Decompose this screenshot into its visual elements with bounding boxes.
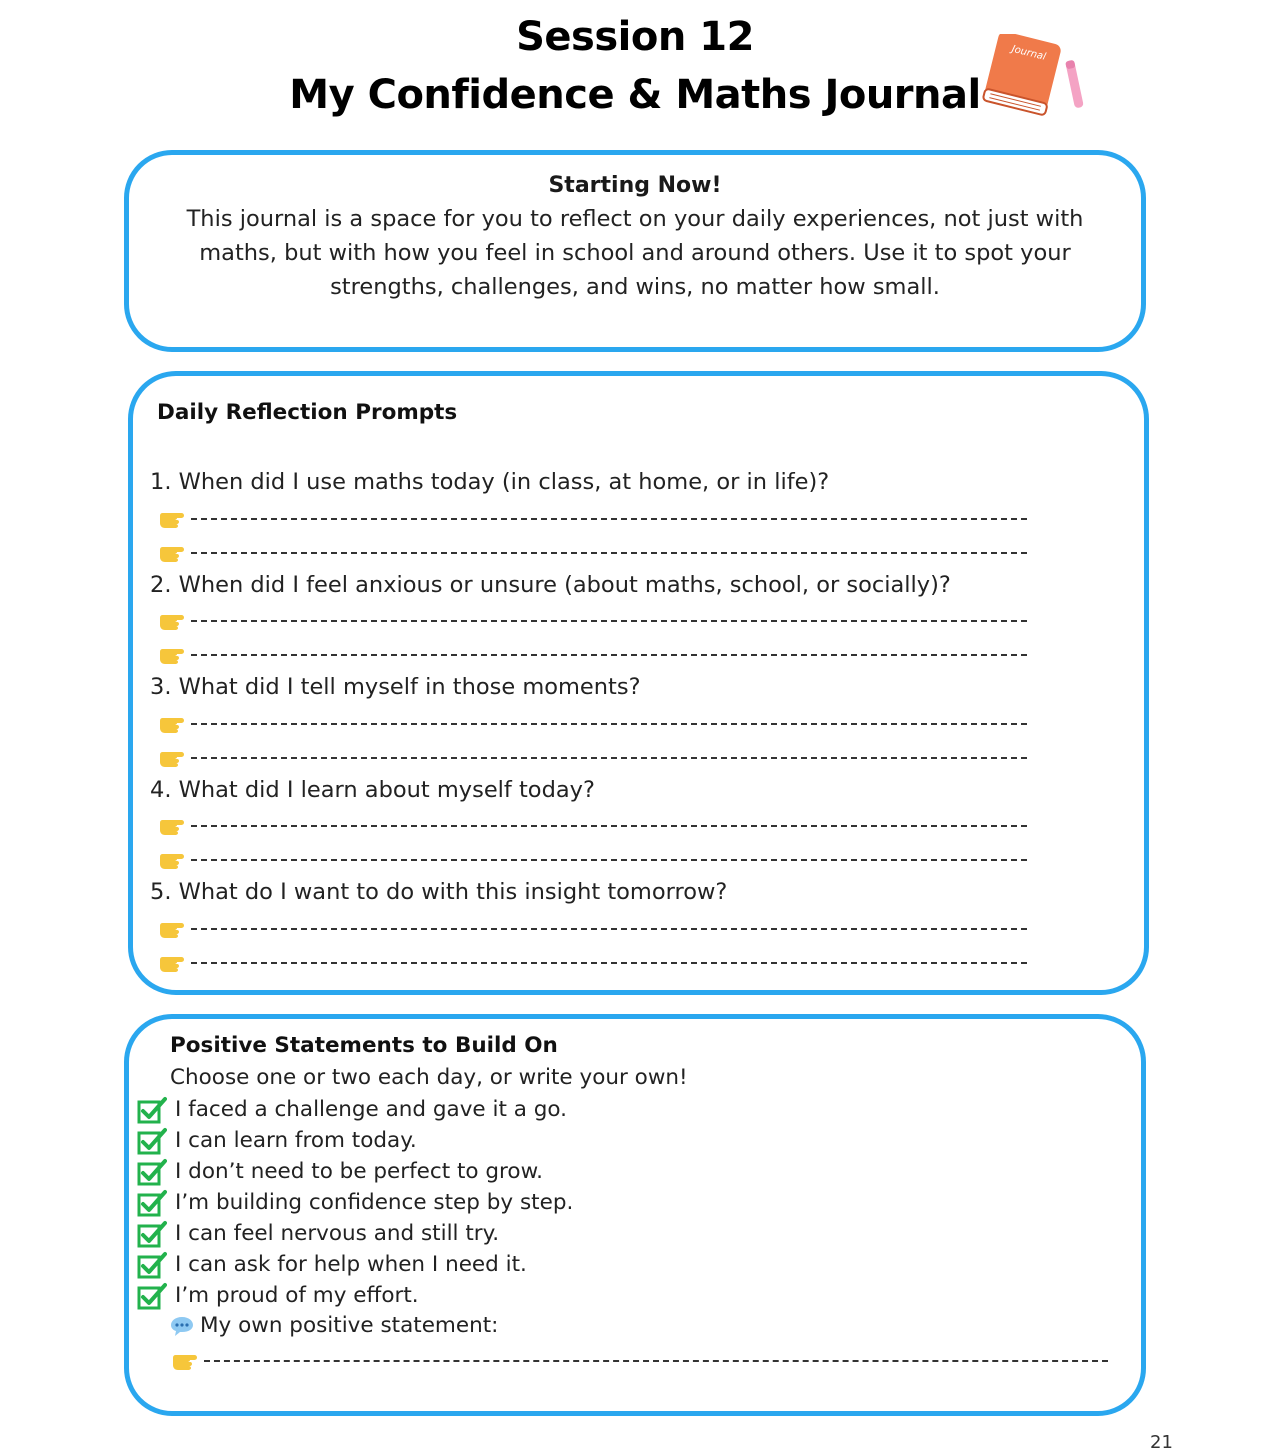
answer-line[interactable] bbox=[157, 744, 1027, 769]
check-box-icon bbox=[137, 1127, 167, 1155]
reflection-question: 5. What do I want to do with this insight tomorrow? bbox=[150, 879, 728, 905]
positive-statement-item bbox=[137, 1220, 499, 1248]
pointing-hand-icon bbox=[157, 508, 185, 530]
answer-line[interactable] bbox=[157, 949, 1027, 974]
pointing-hand-icon bbox=[157, 644, 185, 666]
intro-text-line: strengths, challenges, and wins, no matter how small. bbox=[330, 274, 940, 300]
page-number: 21 bbox=[1150, 1432, 1173, 1453]
speech-bubble-icon bbox=[170, 1315, 194, 1337]
check-box-icon bbox=[137, 1158, 167, 1186]
positive-statements-subheading: Choose one or two each day, or write your own! bbox=[170, 1065, 688, 1090]
own-statement-label: My own positive statement: bbox=[200, 1313, 499, 1338]
session-title: Session 12 bbox=[516, 14, 754, 60]
positive-statement-text: I’m proud of my effort. bbox=[175, 1283, 419, 1308]
daily-reflection-panel bbox=[128, 371, 1149, 995]
positive-statement-item bbox=[137, 1282, 419, 1310]
intro-text-line: maths, but with how you feel in school and around others. Use it to spot your bbox=[199, 240, 1071, 266]
reflection-question: 4. What did I learn about myself today? bbox=[150, 776, 595, 803]
pointing-hand-icon bbox=[157, 918, 185, 940]
pointing-hand-icon bbox=[157, 610, 185, 632]
check-box-icon bbox=[137, 1220, 167, 1248]
svg-text:Journal: Journal bbox=[1010, 43, 1047, 63]
answer-line[interactable] bbox=[157, 608, 1027, 633]
positive-statement-text: I don’t need to be perfect to grow. bbox=[175, 1159, 544, 1184]
check-box-icon bbox=[137, 1282, 167, 1310]
starting-now-heading: Starting Now! bbox=[548, 173, 722, 198]
daily-reflection-heading: Daily Reflection Prompts bbox=[157, 400, 458, 425]
positive-statement-item bbox=[137, 1096, 567, 1124]
pointing-hand-icon bbox=[157, 952, 185, 974]
positive-statement-text: I can ask for help when I need it. bbox=[175, 1252, 527, 1277]
pointing-hand-icon bbox=[157, 542, 185, 564]
answer-line[interactable] bbox=[157, 847, 1027, 872]
check-box-icon bbox=[137, 1251, 167, 1279]
pointing-hand-icon bbox=[157, 713, 185, 735]
positive-statement-item bbox=[137, 1251, 527, 1279]
own-statement-row bbox=[170, 1313, 498, 1338]
positive-statement-text: I’m building confidence step by step. bbox=[175, 1190, 574, 1215]
positive-statement-text: I can feel nervous and still try. bbox=[175, 1221, 500, 1246]
pointing-hand-icon bbox=[157, 747, 185, 769]
journal-title: My Confidence & Maths Journal bbox=[289, 72, 981, 118]
reflection-question: 1. When did I use maths today (in class, at home, or in life)? bbox=[150, 469, 830, 495]
answer-line[interactable] bbox=[157, 813, 1027, 838]
positive-statement-item bbox=[137, 1189, 573, 1217]
positive-statements-heading: Positive Statements to Build On bbox=[170, 1033, 558, 1058]
positive-statement-text: I can learn from today. bbox=[175, 1128, 417, 1153]
journal-book-icon bbox=[980, 34, 1090, 118]
own-statement-answer-line[interactable] bbox=[170, 1347, 1108, 1372]
answer-line[interactable] bbox=[157, 539, 1027, 564]
positive-statement-item bbox=[137, 1158, 543, 1186]
reflection-question: 3. What did I tell myself in those moments? bbox=[150, 674, 641, 700]
answer-line[interactable] bbox=[157, 710, 1027, 735]
pointing-hand-icon bbox=[170, 1350, 198, 1372]
answer-line[interactable] bbox=[157, 642, 1027, 667]
answer-line[interactable] bbox=[157, 915, 1027, 940]
answer-line[interactable] bbox=[157, 505, 1027, 530]
positive-statement-item bbox=[137, 1127, 417, 1155]
pointing-hand-icon bbox=[157, 815, 185, 837]
positive-statement-text: I faced a challenge and gave it a go. bbox=[175, 1097, 567, 1122]
starting-now-panel bbox=[124, 150, 1146, 352]
intro-text-line: This journal is a space for you to reflect on your daily experiences, not just with bbox=[186, 206, 1084, 232]
positive-statements-panel bbox=[124, 1014, 1146, 1416]
pointing-hand-icon bbox=[157, 849, 185, 871]
check-box-icon bbox=[137, 1189, 167, 1217]
check-box-icon bbox=[137, 1096, 167, 1124]
reflection-question: 2. When did I feel anxious or unsure (about maths, school, or socially)? bbox=[150, 571, 951, 598]
